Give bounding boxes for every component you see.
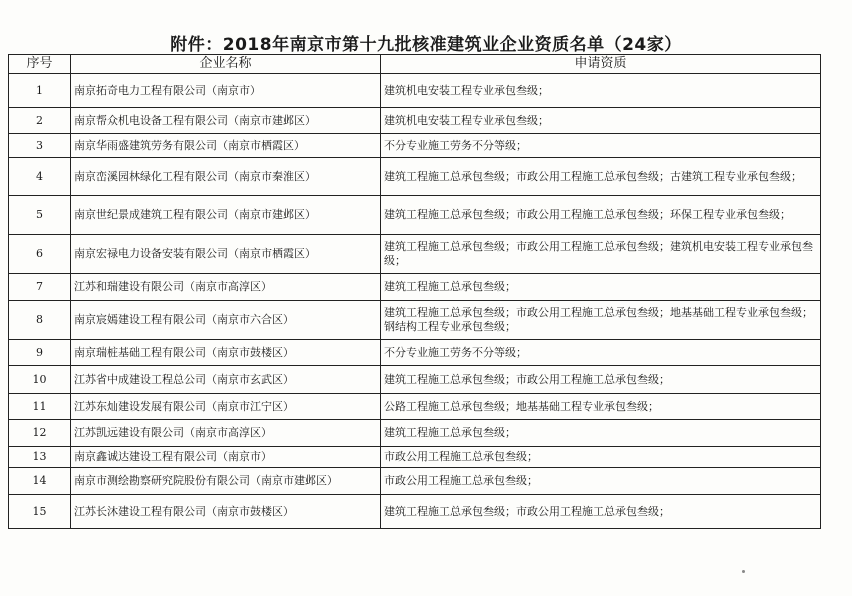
table-row bbox=[9, 134, 821, 158]
table-row bbox=[9, 366, 821, 394]
qualification-text: 建筑工程施工总承包叁级；市政公用工程施工总承包叁级；古建筑工程专业承包叁级； bbox=[381, 158, 821, 196]
company-name: 南京市测绘勘察研究院股份有限公司（南京市建邺区） bbox=[71, 468, 381, 495]
company-name: 江苏长沐建设工程有限公司（南京市鼓楼区） bbox=[71, 495, 381, 529]
row-number: 13 bbox=[9, 447, 71, 468]
table-row bbox=[9, 447, 821, 468]
row-number: 12 bbox=[9, 420, 71, 447]
company-name: 江苏省中成建设工程总公司（南京市玄武区） bbox=[71, 366, 381, 394]
company-name: 南京世纪景成建筑工程有限公司（南京市建邺区） bbox=[71, 196, 381, 235]
table-row bbox=[9, 420, 821, 447]
row-number: 14 bbox=[9, 468, 71, 495]
table-row bbox=[9, 108, 821, 134]
company-name: 南京宸嫣建设工程有限公司（南京市六合区） bbox=[71, 301, 381, 340]
table-row bbox=[9, 196, 821, 235]
row-number: 6 bbox=[9, 235, 71, 274]
qualification-text: 市政公用工程施工总承包叁级； bbox=[381, 468, 821, 495]
row-number: 10 bbox=[9, 366, 71, 394]
qualification-text: 建筑机电安装工程专业承包叁级； bbox=[381, 74, 821, 108]
table-row bbox=[9, 158, 821, 196]
row-number: 3 bbox=[9, 134, 71, 158]
company-name: 南京瑞桩基础工程有限公司（南京市鼓楼区） bbox=[71, 340, 381, 366]
qualification-text: 不分专业施工劳务不分等级； bbox=[381, 134, 821, 158]
row-number: 4 bbox=[9, 158, 71, 196]
qualification-text: 建筑工程施工总承包叁级； bbox=[381, 274, 821, 301]
scan-speck bbox=[742, 570, 745, 573]
table-row bbox=[9, 468, 821, 495]
company-name: 江苏东灿建设发展有限公司（南京市江宁区） bbox=[71, 394, 381, 420]
row-number: 7 bbox=[9, 274, 71, 301]
table-row bbox=[9, 235, 821, 274]
qualification-text: 市政公用工程施工总承包叁级； bbox=[381, 447, 821, 468]
company-name: 江苏和瑞建设有限公司（南京市高淳区） bbox=[71, 274, 381, 301]
qualification-text: 建筑工程施工总承包叁级；市政公用工程施工总承包叁级；环保工程专业承包叁级； bbox=[381, 196, 821, 235]
company-name: 江苏凯远建设有限公司（南京市高淳区） bbox=[71, 420, 381, 447]
row-number: 2 bbox=[9, 108, 71, 134]
qualification-text: 建筑工程施工总承包叁级；市政公用工程施工总承包叁级； bbox=[381, 366, 821, 394]
table-body bbox=[9, 74, 821, 529]
row-number: 1 bbox=[9, 74, 71, 108]
company-name: 南京华雨盛建筑劳务有限公司（南京市栖霞区） bbox=[71, 134, 381, 158]
table-header-row bbox=[9, 55, 821, 74]
table-row bbox=[9, 274, 821, 301]
qualification-text: 建筑机电安装工程专业承包叁级； bbox=[381, 108, 821, 134]
company-name: 南京帮众机电设备工程有限公司（南京市建邺区） bbox=[71, 108, 381, 134]
qualification-text: 建筑工程施工总承包叁级；市政公用工程施工总承包叁级； bbox=[381, 495, 821, 529]
qualification-text: 建筑工程施工总承包叁级； bbox=[381, 420, 821, 447]
row-number: 15 bbox=[9, 495, 71, 529]
row-number: 11 bbox=[9, 394, 71, 420]
row-number: 5 bbox=[9, 196, 71, 235]
company-name: 南京拓奇电力工程有限公司（南京市） bbox=[71, 74, 381, 108]
qualification-text: 公路工程施工总承包叁级；地基基础工程专业承包叁级； bbox=[381, 394, 821, 420]
header-qualification: 申请资质 bbox=[381, 55, 821, 74]
table-row bbox=[9, 301, 821, 340]
header-no: 序号 bbox=[9, 55, 71, 74]
qualification-text: 建筑工程施工总承包叁级；市政公用工程施工总承包叁级；地基基础工程专业承包叁级；钢结构工程专业承包叁级； bbox=[381, 301, 821, 340]
qualification-table bbox=[8, 54, 821, 529]
row-number: 8 bbox=[9, 301, 71, 340]
company-name: 南京鑫诚达建设工程有限公司（南京市） bbox=[71, 447, 381, 468]
table-row bbox=[9, 74, 821, 108]
header-company: 企业名称 bbox=[71, 55, 381, 74]
row-number: 9 bbox=[9, 340, 71, 366]
table-row bbox=[9, 340, 821, 366]
company-name: 南京峦溪园林绿化工程有限公司（南京市秦淮区） bbox=[71, 158, 381, 196]
table-row bbox=[9, 394, 821, 420]
document-title: 附件：2018年南京市第十九批核准建筑业企业资质名单（24家） bbox=[170, 35, 682, 55]
table-row bbox=[9, 495, 821, 529]
qualification-text: 建筑工程施工总承包叁级；市政公用工程施工总承包叁级；建筑机电安装工程专业承包叁级； bbox=[381, 235, 821, 274]
qualification-text: 不分专业施工劳务不分等级； bbox=[381, 340, 821, 366]
company-name: 南京宏禄电力设备安装有限公司（南京市栖霞区） bbox=[71, 235, 381, 274]
